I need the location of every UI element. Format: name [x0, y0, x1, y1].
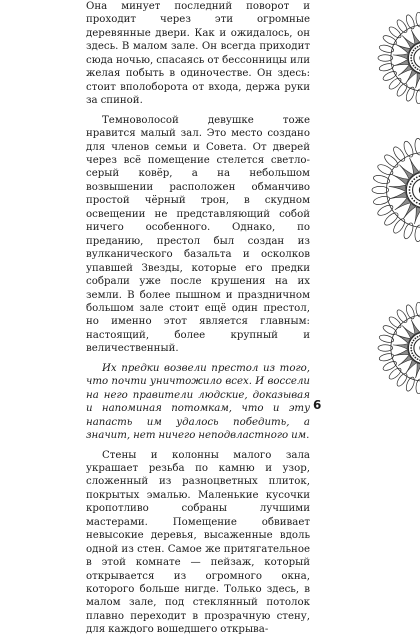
paragraph-1: Она минует последний поворот и проходит через эти огромные деревянные двери. Как и ожидалось, он здесь. В малом зале. Он всегда приходит сюда ночью, спасаясь от бессонницы или желая побыть в одиночестве. Он здесь: стоит вполоборота от входа, держа руки за спиной.: [86, 0, 310, 108]
mandala-dot: [409, 189, 411, 191]
mandala-dot: [411, 52, 413, 54]
mandala-dot: [411, 352, 413, 354]
mandala-leaf: [392, 175, 409, 185]
mandala-dot: [417, 358, 419, 360]
mandala-petal: [372, 186, 389, 193]
mandala-dot: [414, 48, 416, 50]
mandala-dot: [413, 200, 415, 202]
mandala-petal: [387, 76, 402, 91]
mandala-dot: [414, 338, 416, 340]
mandala-leaf: [416, 73, 420, 88]
mandala-ring: [414, 338, 420, 358]
mandala-dot: [417, 336, 419, 338]
mandala-dot: [416, 176, 418, 178]
mandala-dot: [414, 357, 416, 359]
mandala-leaf: [402, 326, 414, 339]
mandala-dot: [410, 57, 412, 59]
mandala-petal: [382, 360, 398, 373]
mandala-dot: [411, 350, 413, 352]
mandala-petal: [387, 25, 402, 40]
mandala-petal: [382, 34, 398, 47]
mandala-dot: [411, 198, 413, 200]
mandala-leaf: [398, 355, 412, 366]
mandala-petal: [376, 203, 394, 217]
mandala-icon-bottom: [378, 302, 420, 394]
mandala-petal: [382, 70, 398, 83]
mandala-leaf: [411, 319, 420, 334]
mandala-petal: [383, 153, 400, 169]
mandala-dot: [416, 202, 418, 204]
page-text: [86, 0, 310, 637]
mandala-dot: [413, 178, 415, 180]
mandala-dot: [411, 344, 413, 346]
mandala-dot: [410, 347, 412, 349]
mandala-leaf: [406, 360, 417, 374]
mandala-dot: [410, 195, 412, 197]
mandala-leaf: [395, 198, 411, 210]
mandala-petal: [387, 315, 402, 330]
mandala-ornaments: [320, 0, 420, 420]
mandala-leaf: [390, 192, 407, 199]
mandala-petal: [376, 163, 394, 177]
mandala-leaf: [409, 158, 419, 175]
mandala-dot: [411, 54, 413, 56]
page-number: 6: [313, 398, 321, 412]
mandala-icon-middle: [372, 138, 420, 242]
mandala-leaf: [396, 44, 411, 53]
mandala-petal: [382, 324, 398, 337]
mandala-icon-top: [378, 12, 420, 104]
mandala-dot: [413, 355, 415, 357]
paragraph-4: Стены и колонны малого зала украшает резьба по камню и узор, сложенный из разноцветных плиток, покрытых эмалью. Маленькие кусочки кропотливо собраны лучшими мастерами. Помещение обвивает невысокие деревья, высаженные вдоль одной из стен. Самое же притягательное в этой комнате — пейзаж, который открывается из огромного окна, которого больше нигде. Только здесь, в малом зале, под стеклянный потолок плавно переходит в прозрачную стену, для каждого вошедшего открыва-: [86, 449, 310, 637]
paragraph-2: Темноволосой девушке тоже нравится малый зал. Это место создано для членов семьи и Совета. От дверей через всё помещение стелется светло-серый ковёр, а на небольшом возвышении расположен обманчиво простой чёрный трон, в скудном освещении не представляющий собой ничего особенного. Однако, по преданию, престол был создан из вулканического базальта и осколков упавшей Звезды, которые его предки собрали уже после крушения на их земли. В более пышном и праздничном большом зале стоит ещё один престол, но именно этот является главным: настоящий, более крупный и величественный.: [86, 114, 310, 356]
mandala-dot: [411, 181, 413, 183]
mandala-dot: [411, 342, 413, 344]
paragraph-3-italic: Их предки возвели престол из того, что почти уничтожило всех. И воссели на него правители людские, доказывая и напоминая потомкам, что и эту напасть им удалось победить, а значит, нет ничего неподвластного им.: [86, 362, 310, 443]
mandala-ring: [414, 48, 420, 68]
mandala-leaf: [393, 54, 408, 59]
mandala-dot: [413, 50, 415, 52]
mandala-dot: [409, 192, 411, 194]
mandala-dot: [413, 65, 415, 67]
mandala-leaf: [402, 36, 414, 49]
mandala-leaf: [416, 363, 420, 378]
mandala-dot: [414, 67, 416, 69]
mandala-dot: [413, 340, 415, 342]
mandala-leaf: [399, 165, 413, 179]
mandala-petal: [383, 211, 400, 227]
mandala-leaf: [394, 59, 409, 65]
mandala-leaf: [393, 344, 408, 349]
mandala-leaf: [406, 70, 417, 84]
mandala-dot: [410, 183, 412, 185]
mandala-dot: [409, 186, 411, 188]
mandala-dot: [417, 46, 419, 48]
mandala-dot: [417, 68, 419, 70]
mandala-leaf: [403, 203, 415, 218]
mandala-dot: [411, 60, 413, 62]
mandala-petal: [387, 366, 402, 381]
mandala-leaf: [396, 334, 411, 343]
mandala-leaf: [394, 349, 409, 355]
mandala-dot: [411, 62, 413, 64]
mandala-leaf: [398, 65, 412, 76]
mandala-leaf: [414, 207, 420, 224]
mandala-leaf: [389, 185, 406, 191]
mandala-leaf: [411, 29, 420, 44]
